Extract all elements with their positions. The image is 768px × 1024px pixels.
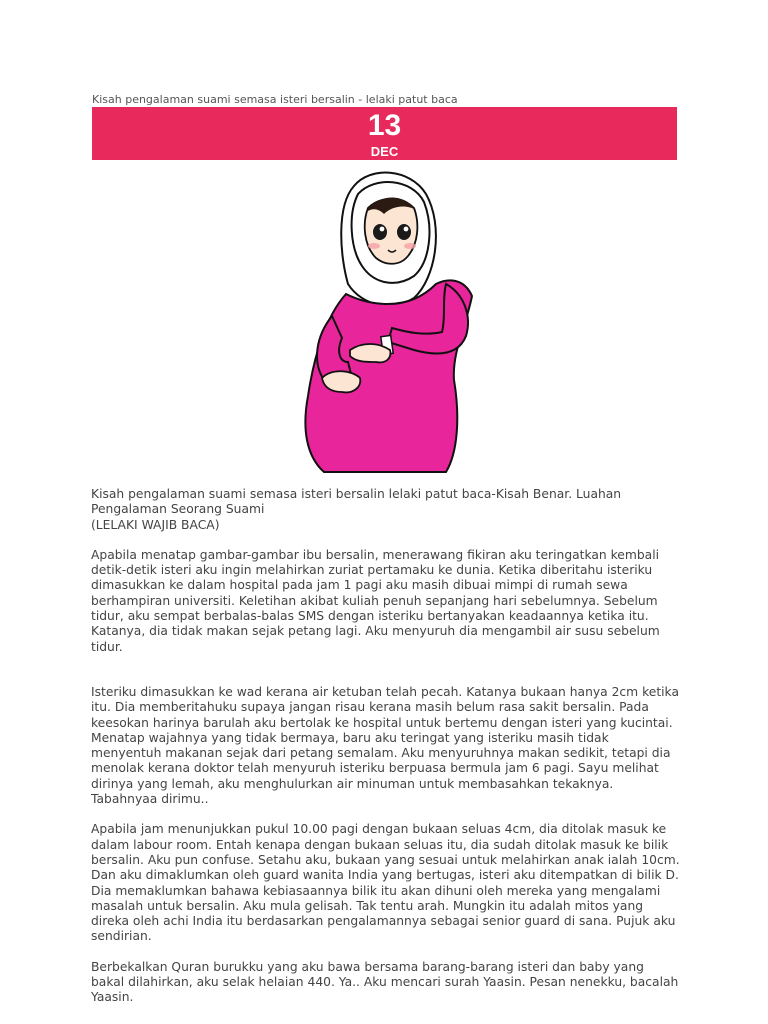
article-paragraph: Berbekalkan Quran burukku yang aku bawa bersama barang-barang isteri dan baby yang bakal dilahirkan, aku selak helaian 440. Ya.. Aku mencari surah Yaasin. Pesan nenekku, bacalah Yaasin.: [91, 959, 679, 1005]
date-day: 13: [367, 109, 402, 142]
article-body: [91, 487, 681, 1021]
article-intro-line1: Kisah pengalaman suami semasa isteri bersalin lelaki patut baca-Kisah Benar. Luahan Pengalaman Seorang Suami: [91, 487, 622, 517]
article-paragraph: Apabila jam menunjukkan pukul 10.00 pagi dengan bukaan seluas 4cm, dia ditolak masuk ke dalam labour room. Entah kenapa dengan bukaan seluas itu, dia sudah ditolak masuk ke bilik bersalin. Aku pun confuse. Setahu aku, bukaan yang sesuai untuk melahirkan anak ialah 10cm. Dan aku dimaklumkan oleh guard wanita India yang bertugas, isteri aku ditempatkan di bilik D. Dia memaklumkan bahawa kebiasaannya bilik itu akan dihuni oleh mereka yang mengalami masalah untuk bersalin. Aku mula gelisah. Tak tentu arah. Mungkin itu adalah mitos yang direka oleh achi India itu berdasarkan pengalamannya sebagai senior guard di sana. Pujuk aku sendirian.: [91, 822, 680, 944]
date-badge: [92, 107, 677, 160]
post-title: Kisah pengalaman suami semasa isteri bersalin - lelaki patut baca: [92, 93, 458, 106]
article-paragraph: Isteriku dimasukkan ke wad kerana air ketuban telah pecah. Katanya bukaan hanya 2cm ketika itu. Dia memberitahuku supaya jangan risau kerana masih belum rasa sakit bersalin. Pada keesokan harinya barulah aku bertolak ke hospital untuk bertemu dengan isteri yang kucintai. Menatap wajahnya yang tidak bermaya, baru aku teringat yang isteriku masih tidak menyentuh makanan sejak dari petang semalam. Aku menyuruhnya makan sedikit, tetapi dia menolak kerana doktor telah menyuruh isteriku berpuasa bermula jam 6 pagi. Sayu melihat dirinya yang lemah, aku menghulurkan air minuman untuk membasahkan tekaknya. Tabahnyaa dirimu..: [91, 684, 679, 807]
pregnant-woman-hijab-illustration: [296, 166, 476, 476]
article-intro-line2: (LELAKI WAJIB BACA): [91, 517, 220, 532]
article-paragraph: Apabila menatap gambar-gambar ibu bersalin, menerawang fikiran aku teringatkan kembali detik-detik isteri aku ingin melahirkan zuriat pertamaku ke dunia. Ketika diberitahu isteriku dimasukkan ke dalam hospital pada jam 1 pagi aku masih dibuai mimpi di rumah sewa berhampiran universiti. Keletihan akibat kuliah penuh sepanjang hari sebelumnya. Sebelum tidur, aku sempat berbalas-balas SMS dengan isteriku bertanyakan keadaannya ketika itu. Katanya, dia tidak makan sejak petang lagi. Aku menyuruh dia mengambil air susu sebelum tidur.: [91, 547, 660, 654]
date-month: DEC: [370, 144, 399, 159]
